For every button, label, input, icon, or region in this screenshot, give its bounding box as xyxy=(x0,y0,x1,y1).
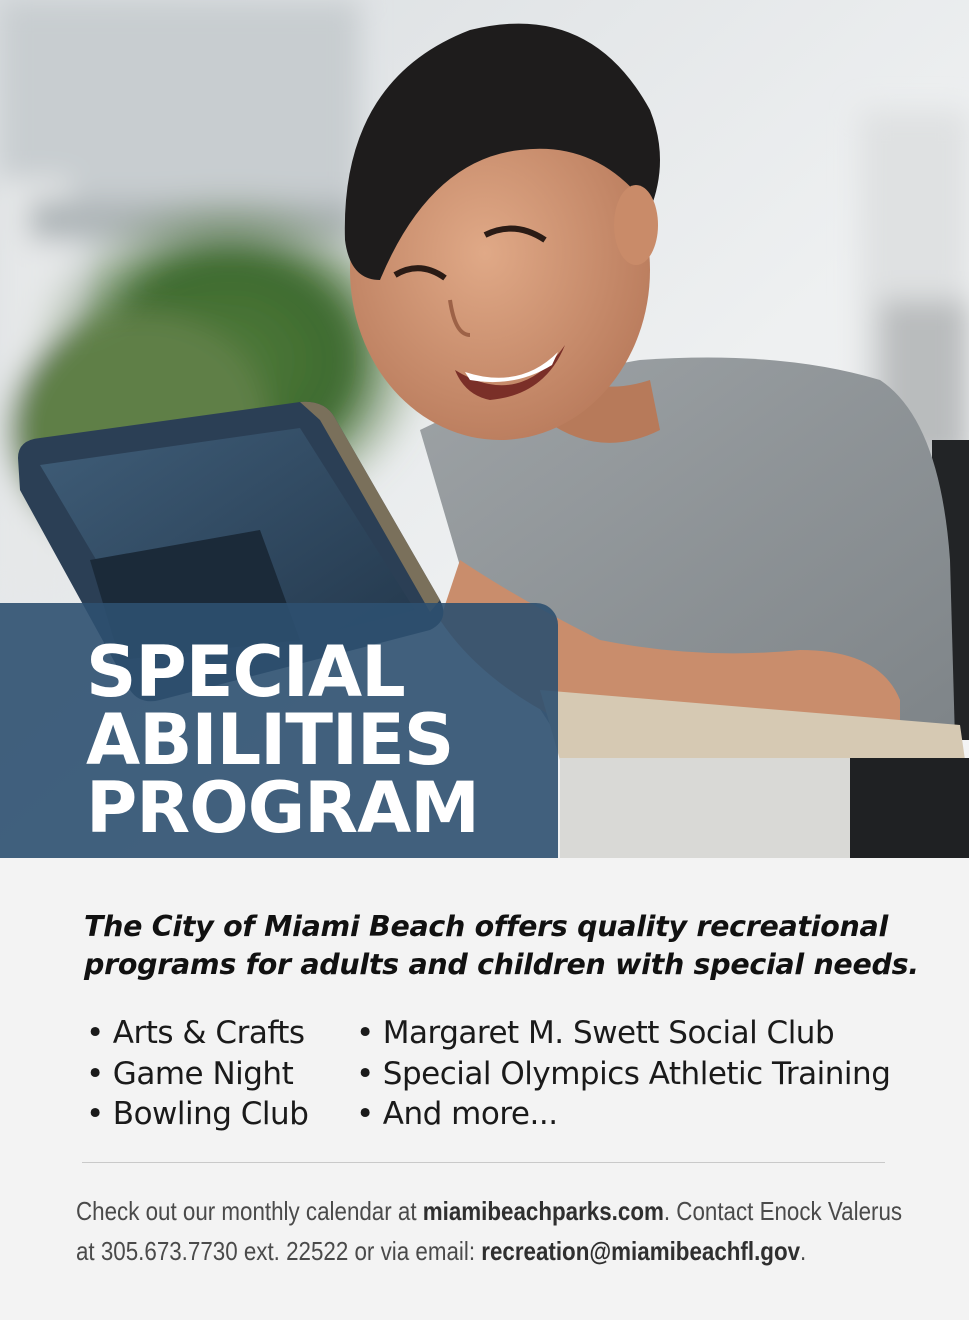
program-label: Margaret M. Swett Social Club xyxy=(382,1015,835,1051)
intro-paragraph xyxy=(84,908,924,984)
list-item xyxy=(86,1013,308,1054)
bullet-icon: • xyxy=(86,1096,104,1132)
list-item xyxy=(86,1054,308,1095)
email-link[interactable]: recreation@miamibeachfl.gov xyxy=(481,1236,801,1266)
program-list-left xyxy=(86,1013,308,1135)
bullet-icon: • xyxy=(356,1096,374,1132)
intro-line-1: The City of Miami Beach offers quality recreational xyxy=(84,910,888,943)
program-label: And more... xyxy=(382,1096,558,1132)
program-label: Game Night xyxy=(112,1055,294,1092)
contact-line-2 xyxy=(76,1231,807,1271)
title-panel xyxy=(0,603,558,858)
contact-text: . xyxy=(800,1236,807,1266)
contact-line-1 xyxy=(76,1191,903,1231)
list-item xyxy=(356,1013,890,1054)
contact-text: . Contact Enock Valerus xyxy=(663,1196,903,1226)
contact-text: Check out our monthly calendar at xyxy=(76,1196,423,1226)
list-item xyxy=(86,1094,308,1135)
program-list-right xyxy=(356,1013,890,1135)
bullet-icon: • xyxy=(86,1055,104,1092)
intro-line-2: programs for adults and children with special needs. xyxy=(84,948,919,981)
list-item xyxy=(356,1094,890,1135)
website-link[interactable]: miamibeachparks.com xyxy=(422,1196,664,1226)
list-item xyxy=(356,1054,890,1095)
title-line-2: ABILITIES xyxy=(86,699,454,781)
bullet-icon: • xyxy=(356,1015,374,1051)
bullet-icon: • xyxy=(356,1055,374,1092)
program-label: Bowling Club xyxy=(112,1096,309,1132)
program-label: Arts & Crafts xyxy=(112,1015,305,1051)
title-line-1: SPECIAL xyxy=(86,631,405,713)
program-label: Special Olympics Athletic Training xyxy=(382,1055,891,1092)
contact-info xyxy=(76,1191,903,1271)
bullet-icon: • xyxy=(86,1015,104,1051)
contact-text: at 305.673.7730 ext. 22522 or via email: xyxy=(76,1236,482,1266)
divider xyxy=(82,1162,885,1163)
content-section xyxy=(0,858,969,1320)
title-line-3: PROGRAM xyxy=(86,767,479,849)
